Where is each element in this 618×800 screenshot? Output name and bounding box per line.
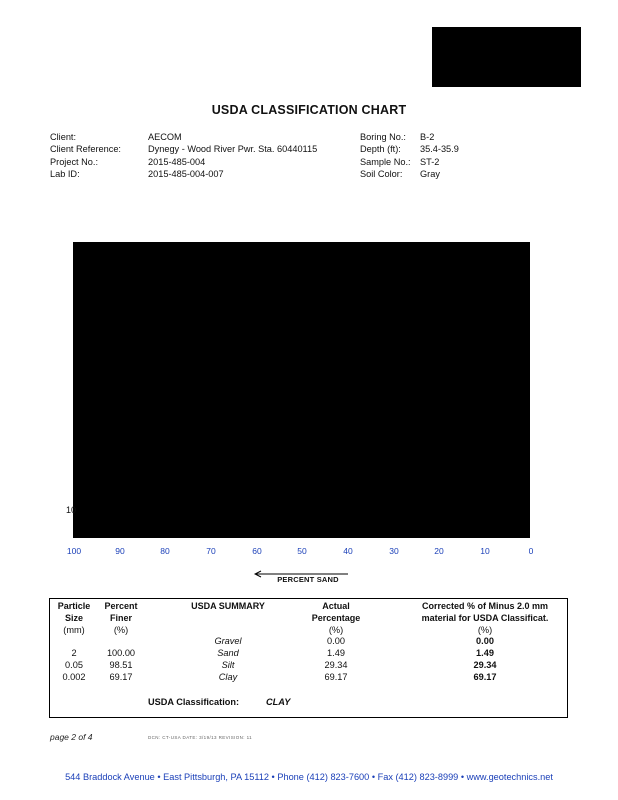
soil-color-value: Gray — [420, 169, 440, 180]
table-row-corrected: 69.17 — [473, 672, 497, 682]
project-number-label: Project No.: — [50, 156, 98, 167]
lab-id-label: Lab ID: — [50, 169, 80, 180]
sample-number-value: ST-2 — [420, 156, 440, 167]
actual-unit: (%) — [328, 625, 344, 635]
table-row-actual: 29.34 — [324, 660, 348, 670]
table-row-size: 2 — [71, 648, 77, 658]
x-tick-label: 10 — [480, 546, 490, 556]
redacted-chart-area — [73, 242, 530, 538]
x-tick-label: 0 — [528, 546, 534, 556]
table-row-name: Silt — [221, 660, 235, 670]
client-reference-label: Client Reference: — [50, 144, 121, 155]
chart-axis-leak-label: 10 — [66, 505, 77, 515]
page-title: USDA CLASSIFICATION CHART — [211, 103, 407, 117]
lab-id-value: 2015-485-004-007 — [148, 169, 224, 180]
corrected-header: Corrected % of Minus 2.0 mm material for USDA Classificat. — [421, 601, 549, 623]
actual-percentage-header: Actual Percentage — [311, 601, 361, 623]
document-control-line: DCN: CT-USA DATE: 3/19/13 REVISION: 11 — [148, 735, 253, 740]
x-tick-label: 40 — [343, 546, 353, 556]
table-row-name: Sand — [217, 648, 239, 658]
usda-summary-header: USDA SUMMARY — [191, 601, 265, 611]
usda-classification-label: USDA Classification: — [148, 697, 240, 707]
footer-address: 544 Braddock Avenue • East Pittsburgh, PA 15112 • Phone (412) 823-7600 • Fax (412) 823-8999 • www.geotechnics.net — [65, 772, 553, 782]
corrected-unit: (%) — [477, 625, 493, 635]
table-row-actual: 69.17 — [324, 672, 348, 682]
table-row-finer: 69.17 — [109, 672, 133, 682]
usda-classification-value: CLAY — [266, 697, 291, 707]
x-tick-label: 20 — [434, 546, 444, 556]
x-tick-label: 80 — [160, 546, 170, 556]
info-right-labels — [360, 131, 411, 181]
table-row-actual: 1.49 — [327, 648, 345, 658]
sample-number-label: Sample No.: — [360, 156, 411, 167]
soil-color-label: Soil Color: — [360, 169, 403, 180]
finer-unit: (%) — [113, 625, 129, 635]
table-row-finer: 98.51 — [109, 660, 133, 670]
depth-label: Depth (ft): — [360, 144, 401, 155]
table-row-name: Clay — [218, 672, 238, 682]
depth-value: 35.4-35.9 — [420, 144, 459, 155]
info-left-values — [148, 131, 317, 181]
table-row-finer: 100.00 — [106, 648, 136, 658]
table-row-size: 0.05 — [65, 660, 83, 670]
client-value: AECOM — [148, 132, 182, 142]
client-reference-value: Dynegy - Wood River Pwr. Sta. 60440115 — [148, 144, 318, 155]
info-right-values — [420, 131, 459, 181]
table-row-size: 0.002 — [62, 672, 86, 682]
boring-number-label: Boring No.: — [360, 132, 406, 142]
x-tick-label: 60 — [252, 546, 262, 556]
client-label: Client: — [50, 132, 77, 142]
project-number-value: 2015-485-004 — [148, 156, 206, 167]
table-row-name: Gravel — [214, 636, 242, 646]
table-row-corrected: 29.34 — [473, 660, 497, 670]
x-tick-label: 50 — [297, 546, 307, 556]
x-tick-label: 100 — [66, 546, 82, 556]
percent-finer-header: Percent Finer — [104, 601, 138, 623]
redaction-block — [432, 27, 581, 87]
particle-size-header: Particle Size — [57, 601, 91, 623]
x-tick-label: 30 — [389, 546, 399, 556]
table-row-corrected: 0.00 — [476, 636, 494, 646]
x-tick-label: 70 — [206, 546, 216, 556]
table-row-actual: 0.00 — [327, 636, 345, 646]
table-row-corrected: 1.49 — [476, 648, 494, 658]
x-axis-label: PERCENT SAND — [277, 575, 339, 584]
x-tick-label: 90 — [115, 546, 125, 556]
boring-number-value: B-2 — [420, 132, 435, 142]
page-number: page 2 of 4 — [50, 732, 93, 742]
info-left-labels — [50, 131, 121, 181]
size-unit: (mm) — [63, 625, 85, 635]
